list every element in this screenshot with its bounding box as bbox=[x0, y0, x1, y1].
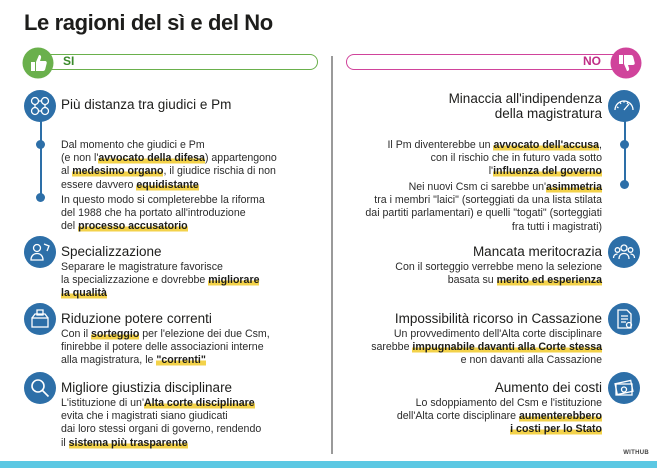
bullet-dot bbox=[620, 180, 629, 189]
page-title: Le ragioni del sì e del No bbox=[24, 10, 273, 35]
no-item-4-text: Lo sdoppiamento del Csm e l'istituzione dell'Alta corte disciplinare aumenterebbero i costi per lo Stato bbox=[396, 397, 602, 436]
bullet-dot bbox=[36, 193, 45, 202]
specialist-icon bbox=[24, 236, 56, 268]
no-item-1-paragraph-1: Il Pm diventerebbe un avvocato dell'accusa, con il rischio che in futuro vada sotto l'influenza del governo bbox=[387, 139, 602, 178]
bullet-dot bbox=[620, 140, 629, 149]
center-divider bbox=[331, 56, 333, 454]
thumbs-up-icon bbox=[22, 47, 54, 79]
no-heading-2: Mancata meritocrazia bbox=[472, 244, 602, 259]
no-heading-3: Impossibilità ricorso in Cassazione bbox=[394, 311, 602, 326]
document-icon bbox=[608, 303, 640, 335]
no-connector-line bbox=[624, 121, 626, 187]
no-heading-1: Minaccia all'indipendenza della magistratura bbox=[448, 91, 602, 121]
ballot-box-icon bbox=[24, 303, 56, 335]
no-item-1-paragraph-2: Nei nuovi Csm ci sarebbe un'asimmetria tra i membri "laici" (sorteggiati da una lista stilata dai partiti parlamentari) e quelli "togati" (sorteggiati fra tutti i magistrati) bbox=[365, 181, 602, 233]
team-icon bbox=[608, 236, 640, 268]
no-heading-4: Aumento dei costi bbox=[494, 380, 602, 395]
si-item-1-paragraph-2: In questo modo si completerebbe la riforma del 1988 che ha portato all'introduzione del processo accusatorio bbox=[61, 194, 265, 233]
magnifier-icon bbox=[24, 372, 56, 404]
credit-label: WITHUB bbox=[623, 450, 649, 456]
bottom-accent-bar bbox=[0, 461, 657, 468]
si-pill bbox=[40, 54, 318, 70]
no-item-2-text: Con il sorteggio verrebbe meno la selezione basata su merito ed esperienza bbox=[395, 261, 602, 287]
no-item-3-text: Un provvedimento dell'Alta corte disciplinare sarebbe impugnabile davanti alla Corte stessa e non davanti alla Cassazione bbox=[371, 328, 602, 367]
si-item-2-text: Separare le magistrature favorisce la specializzazione e dovrebbe migliorare la qualità bbox=[61, 261, 260, 300]
si-item-3-text: Con il sorteggio per l'elezione dei due Csm, finirebbe il potere delle associazioni interne alla magistratura, le "correnti" bbox=[61, 328, 270, 367]
no-label: NO bbox=[583, 54, 601, 68]
thumbs-down-icon bbox=[610, 47, 642, 79]
si-heading-1: Più distanza tra giudici e Pm bbox=[61, 97, 232, 112]
si-connector-line bbox=[40, 121, 42, 201]
no-pill bbox=[346, 54, 624, 70]
si-heading-3: Riduzione potere correnti bbox=[61, 311, 212, 326]
banknotes-icon bbox=[608, 372, 640, 404]
si-heading-2: Specializzazione bbox=[61, 244, 162, 259]
si-heading-4: Migliore giustizia disciplinare bbox=[61, 380, 233, 395]
si-label: SI bbox=[63, 54, 75, 68]
si-item-1-paragraph-1: Dal momento che giudici e Pm (e non l'avvocato della difesa) appartengono al medesimo organo, il giudice rischia di non essere davvero equidistante bbox=[61, 139, 277, 191]
si-item-4-text: L'istituzione di un'Alta corte disciplinare evita che i magistrati siano giudicati dai loro stessi organi di governo, rendendo il sistema più trasparente bbox=[61, 397, 262, 449]
people-network-icon bbox=[24, 90, 56, 122]
gauge-icon bbox=[608, 90, 640, 122]
bullet-dot bbox=[36, 140, 45, 149]
